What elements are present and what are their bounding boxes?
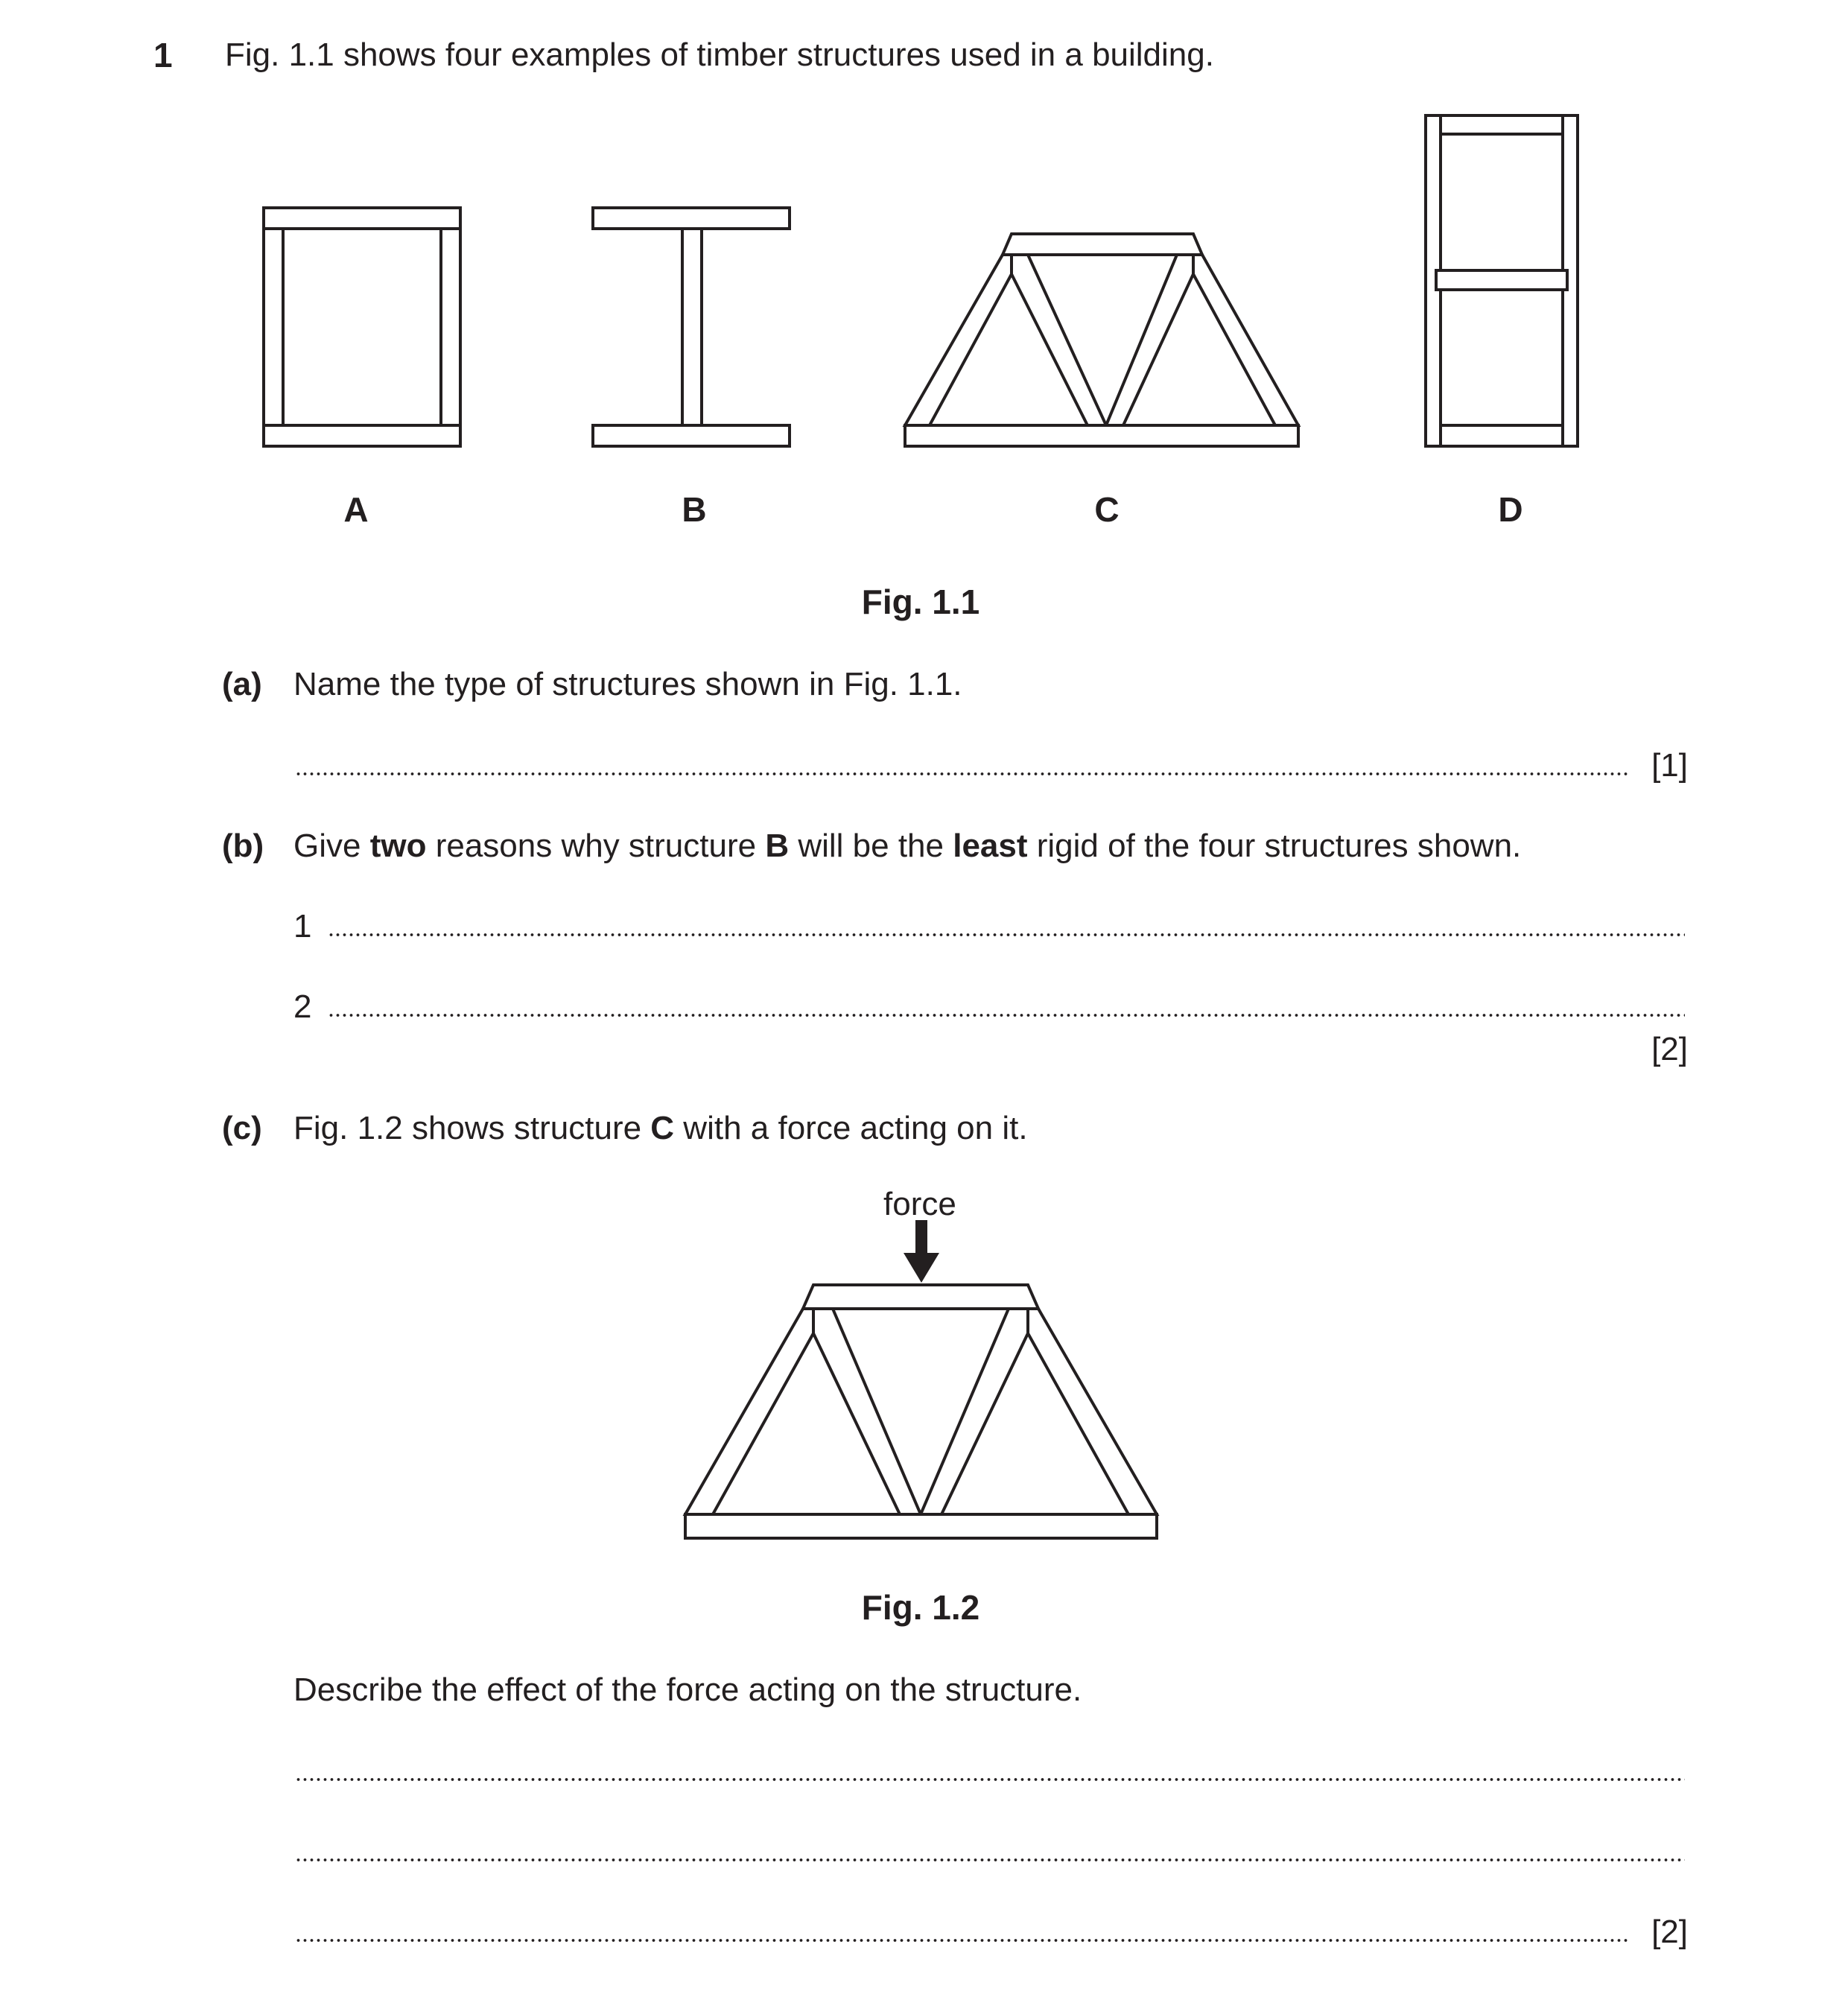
question-number: 1 [153,36,173,74]
figure-1-2-truss [685,1285,1157,1538]
part-a-answer-line[interactable] [295,770,1628,778]
structure-label-b: B [682,490,707,529]
part-c-answer-line-2[interactable] [295,1856,1685,1864]
force-label: force [883,1186,956,1222]
figure-1-1-caption: Fig. 1.1 [861,582,980,621]
structure-label-d: D [1498,490,1523,529]
part-c-answer-line-3[interactable] [295,1937,1628,1944]
structure-a-drawing [264,208,460,446]
figure-1-2-caption: Fig. 1.2 [861,1588,980,1627]
structure-label-a: A [343,490,369,529]
part-a-letter: (a) [222,666,262,702]
part-c-answer-line-1[interactable] [295,1776,1685,1783]
part-b-letter: (b) [222,828,264,864]
part-c-prompt: Describe the effect of the force acting on the structure. [293,1671,1082,1708]
part-a-marks: [1] [1651,747,1688,784]
structure-d-drawing [1426,115,1578,446]
question-intro: Fig. 1.1 shows four examples of timber structures used in a building. [225,36,1214,73]
part-b-line-label-1: 1 [293,908,312,944]
structure-c-drawing [905,234,1298,446]
part-c-letter: (c) [222,1110,262,1146]
part-b-text: Give two reasons why structure B will be the least rigid of the four structures shown. [293,828,1522,864]
part-b-answer-line-1[interactable] [328,931,1685,939]
structure-label-c: C [1094,490,1120,529]
part-c-text: Fig. 1.2 shows structure C with a force acting on it. [293,1110,1028,1146]
part-b-marks: [2] [1651,1031,1688,1067]
structure-b-drawing [593,208,790,446]
part-b-answer-line-2[interactable] [328,1012,1685,1019]
force-arrow-icon [904,1220,939,1283]
part-b-line-label-2: 2 [293,988,312,1025]
part-c-marks: [2] [1651,1914,1688,1950]
part-a-text: Name the type of structures shown in Fig. 1.1. [293,666,962,702]
